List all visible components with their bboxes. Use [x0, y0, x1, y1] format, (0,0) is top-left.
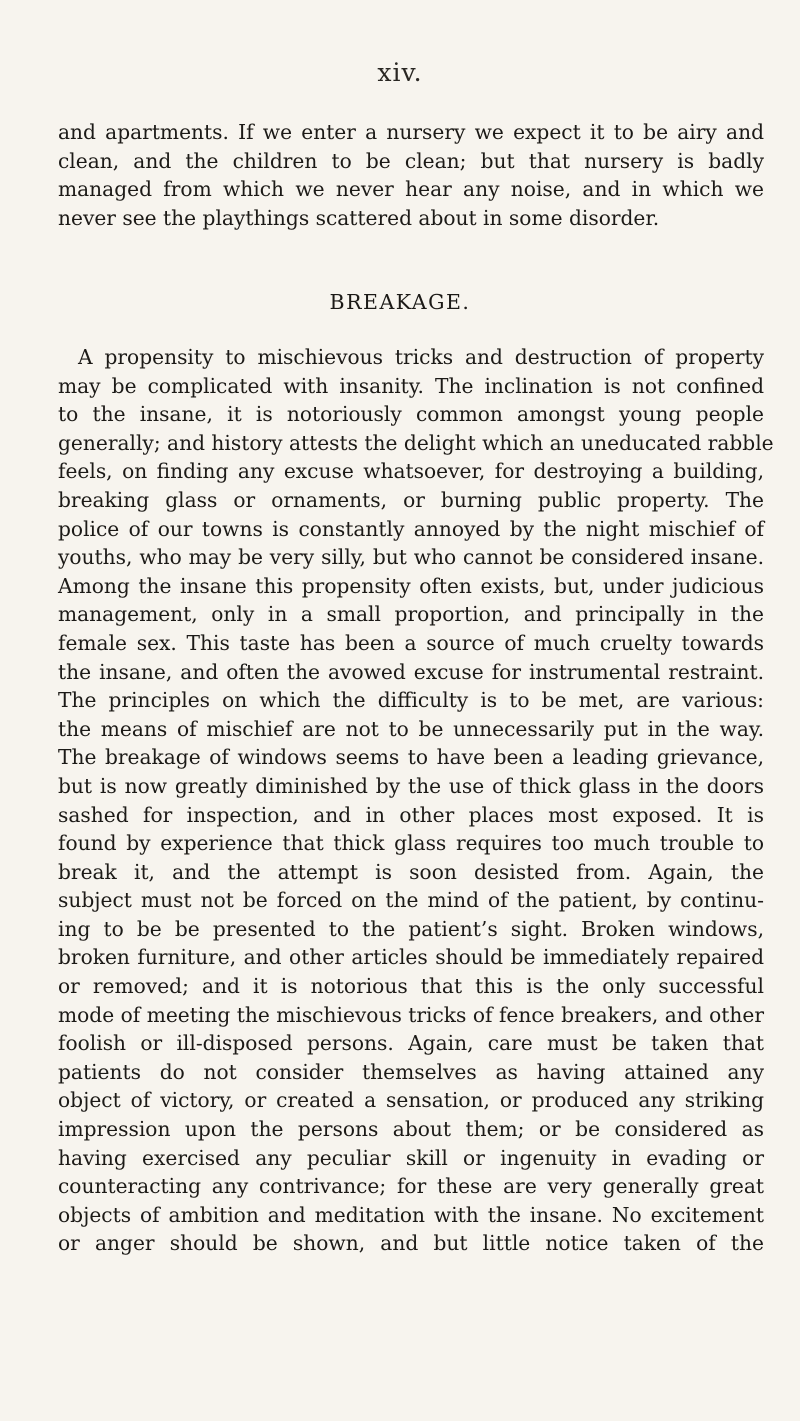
text-line: the insane, and often the avowed excuse for instrumental restraint.: [58, 659, 764, 684]
text-line: but is now greatly diminished by the use of thick glass in the doors: [58, 773, 764, 798]
text-line: breaking glass or ornaments, or burning public property. The: [58, 487, 764, 512]
page-number: xiv.: [377, 58, 423, 87]
text-line: patients do not consider themselves as having attained any: [58, 1059, 764, 1084]
text-line: may be complicated with insanity. The inclination is not confined: [58, 373, 764, 398]
text-line: never see the playthings scattered about in some disorder.: [58, 205, 660, 230]
text-line: subject must not be forced on the mind of the patient, by continu-: [58, 888, 764, 913]
text-line: Among the insane this propensity often exists, but, under judicious: [58, 573, 764, 598]
text-line: the means of mischief are not to be unnecessarily put in the way.: [58, 716, 764, 741]
text-line: having exercised any peculiar skill or ingenuity in evading or: [58, 1145, 764, 1170]
text-line: police of our towns is constantly annoyed by the night mischief of: [58, 516, 764, 541]
text-line: counteracting any contrivance; for these are very generally great: [58, 1174, 764, 1199]
section-heading: BREAKAGE.: [329, 290, 471, 314]
text-line: foolish or ill-disposed persons. Again, care must be taken that: [58, 1031, 764, 1056]
text-line: A propensity to mischievous tricks and destruction of property: [78, 345, 764, 369]
text-line: managed from which we never hear any noise, and in which we: [58, 177, 764, 202]
text-line: youths, who may be very silly, but who cannot be considered insane.: [58, 545, 764, 570]
text-line: mode of meeting the mischievous tricks of fence breakers, and other: [58, 1002, 764, 1027]
text-line: to the insane, it is notoriously common amongst young people: [58, 402, 764, 427]
text-line: impression upon the persons about them; or be considered as: [58, 1117, 764, 1142]
text-line: objects of ambition and meditation with the insane. No excitement: [58, 1202, 764, 1227]
text-line: management, only in a small proportion, and principally in the: [58, 602, 764, 627]
paragraph-nursery: [58, 118, 764, 232]
text-line: clean, and the children to be clean; but that nursery is badly: [58, 148, 764, 173]
text-line: ing to be be presented to the patient’s sight. Broken windows,: [58, 916, 764, 941]
text-line: found by experience that thick glass requires too much trouble to: [58, 831, 764, 856]
text-line: generally; and history attests the delight which an uneducated rabble: [58, 430, 774, 455]
text-line: and apartments. If we enter a nursery we expect it to be airy and: [58, 120, 764, 144]
text-line: female sex. This taste has been a source of much cruelty towards: [58, 630, 764, 655]
text-line: object of victory, or created a sensation, or produced any striking: [58, 1088, 764, 1113]
text-line: or anger should be shown, and but little notice taken of the: [58, 1231, 764, 1256]
text-line: feels, on finding any excuse whatsoever, for destroying a building,: [58, 459, 764, 484]
text-line: or removed; and it is notorious that this is the only successful: [58, 974, 764, 999]
paragraph-breakage: [58, 343, 774, 1258]
text-line: The principles on which the difficulty is to be met, are various:: [58, 688, 764, 713]
text-line: The breakage of windows seems to have been a leading grievance,: [58, 745, 764, 770]
text-line: break it, and the attempt is soon desisted from. Again, the: [58, 859, 764, 884]
text-line: broken furniture, and other articles should be immediately repaired: [58, 945, 764, 970]
text-line: sashed for inspection, and in other places most exposed. It is: [58, 802, 764, 827]
